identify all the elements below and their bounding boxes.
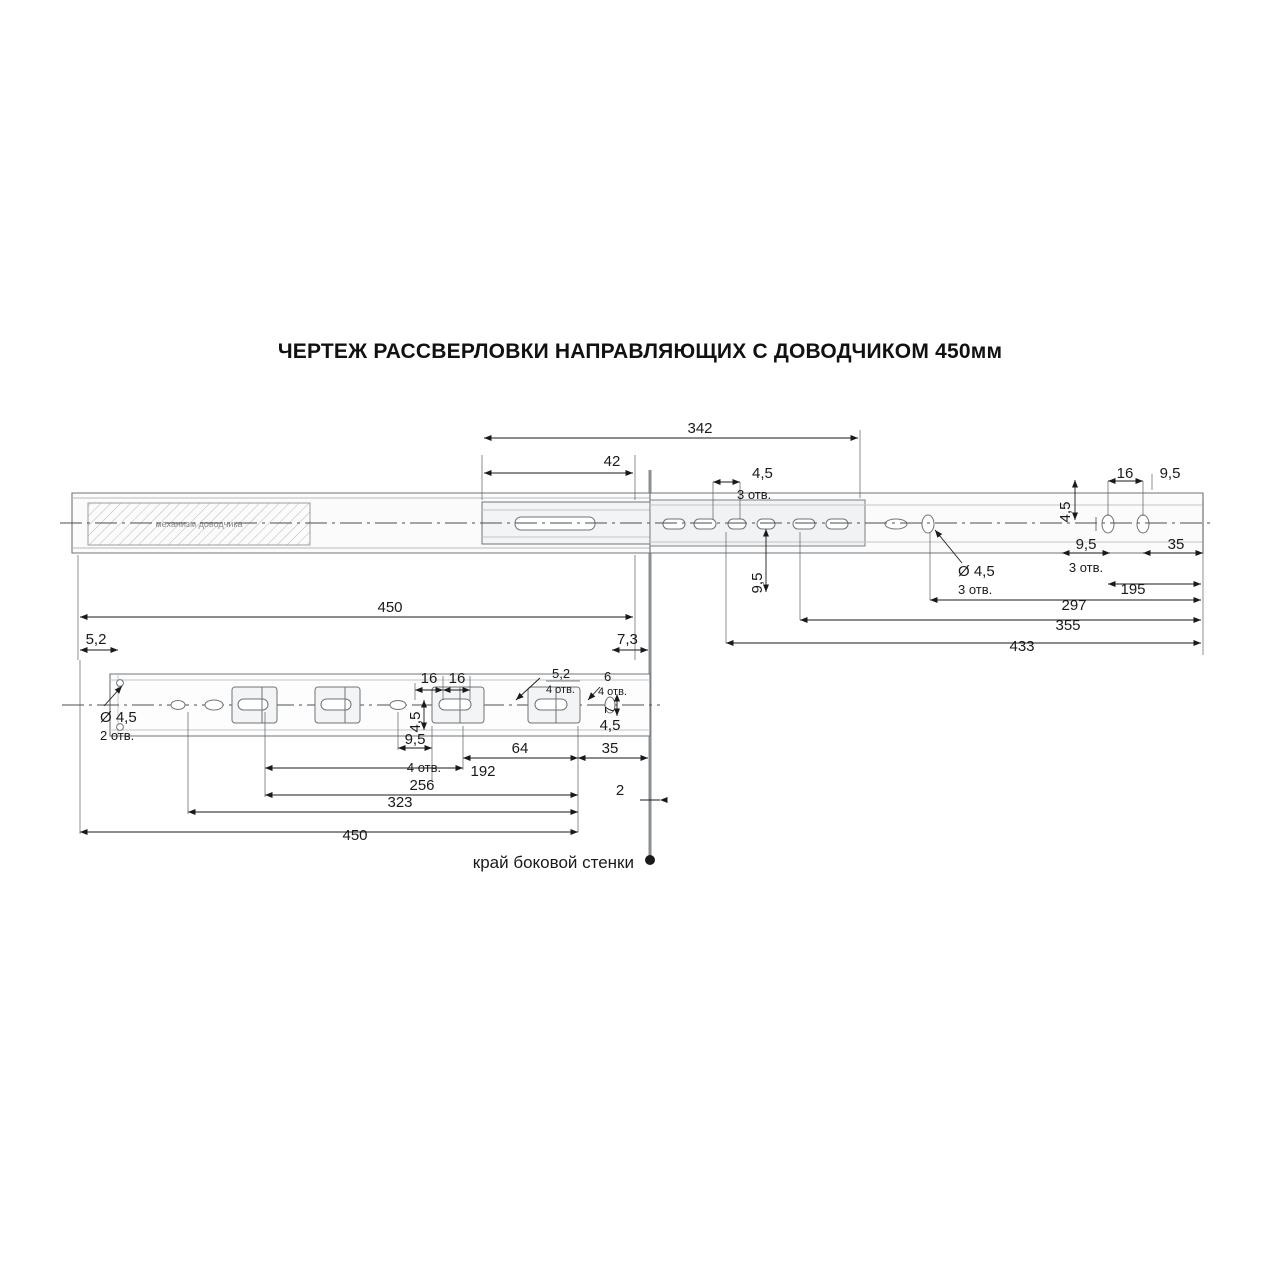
dim-95-top-right: 9,5 — [1159, 465, 1181, 482]
dim-73: 7,3 — [617, 631, 638, 648]
dim-45-right-bottom: 4,5 — [599, 717, 621, 734]
dim-45-top: 4,5 — [752, 465, 773, 482]
dim-195: 195 — [1120, 581, 1146, 598]
dim-42: 42 — [603, 453, 621, 470]
dim-95-lower-right: 9,5 — [1075, 536, 1097, 553]
dim-diameter-45-left: Ø 4,5 — [100, 709, 137, 726]
dim-3otv-lower-right: 3 отв. — [1068, 560, 1104, 575]
dim-52-left: 5,2 — [85, 631, 107, 648]
dim-450-bottom: 450 — [342, 827, 368, 844]
dim-35-top-right: 35 — [1167, 536, 1185, 553]
dim-95-vertical: 9,5 — [749, 572, 766, 594]
dim-45-vertical-bottom: 4,5 — [407, 711, 424, 733]
dim-35-bottom: 35 — [601, 740, 619, 757]
soft-close-label: механизм доводчика — [155, 519, 243, 529]
dim-16-top-right: 16 — [1116, 465, 1134, 482]
edge-note-group — [473, 853, 634, 872]
page-title: ЧЕРТЕЖ РАССВЕРЛОВКИ НАПРАВЛЯЮЩИХ С ДОВОДЧИКОМ 450мм — [277, 340, 1003, 363]
dim-4otv-mid: 4 отв. — [546, 684, 575, 696]
dim-95-bottom: 9,5 — [404, 731, 426, 748]
dim-342: 342 — [687, 420, 713, 437]
dim-45-right-vertical: 4,5 — [1057, 501, 1074, 523]
dim-52-mid: 5,2 — [552, 666, 571, 681]
dim-3otv-right: 3 отв. — [958, 582, 993, 597]
dim-2otv: 2 отв. — [100, 728, 135, 743]
dim-16-b: 16 — [448, 670, 466, 687]
dim-192: 192 — [470, 763, 496, 780]
dim-4otv-right: 4 отв. — [598, 686, 627, 698]
bottom-view-dimensions — [80, 631, 660, 844]
dim-7: 7 — [602, 706, 617, 714]
dim-450-middle: 450 — [377, 599, 403, 616]
dim-64: 64 — [511, 740, 529, 757]
dim-355: 355 — [1055, 617, 1081, 634]
dim-433: 433 — [1009, 638, 1035, 655]
dim-16-a: 16 — [420, 670, 438, 687]
dim-3otv-top: 3 отв. — [737, 487, 772, 502]
middle-dimensions — [78, 555, 648, 660]
dim-323: 323 — [387, 794, 413, 811]
dim-2: 2 — [615, 782, 625, 799]
edge-note: край боковой стенки — [472, 853, 634, 872]
dim-6: 6 — [604, 669, 612, 684]
dim-256: 256 — [409, 777, 435, 794]
dim-4otv: 4 отв. — [406, 760, 442, 775]
dim-297: 297 — [1061, 597, 1087, 614]
dim-diameter-45-right: Ø 4,5 — [958, 563, 995, 580]
top-view-rail — [60, 493, 1215, 553]
